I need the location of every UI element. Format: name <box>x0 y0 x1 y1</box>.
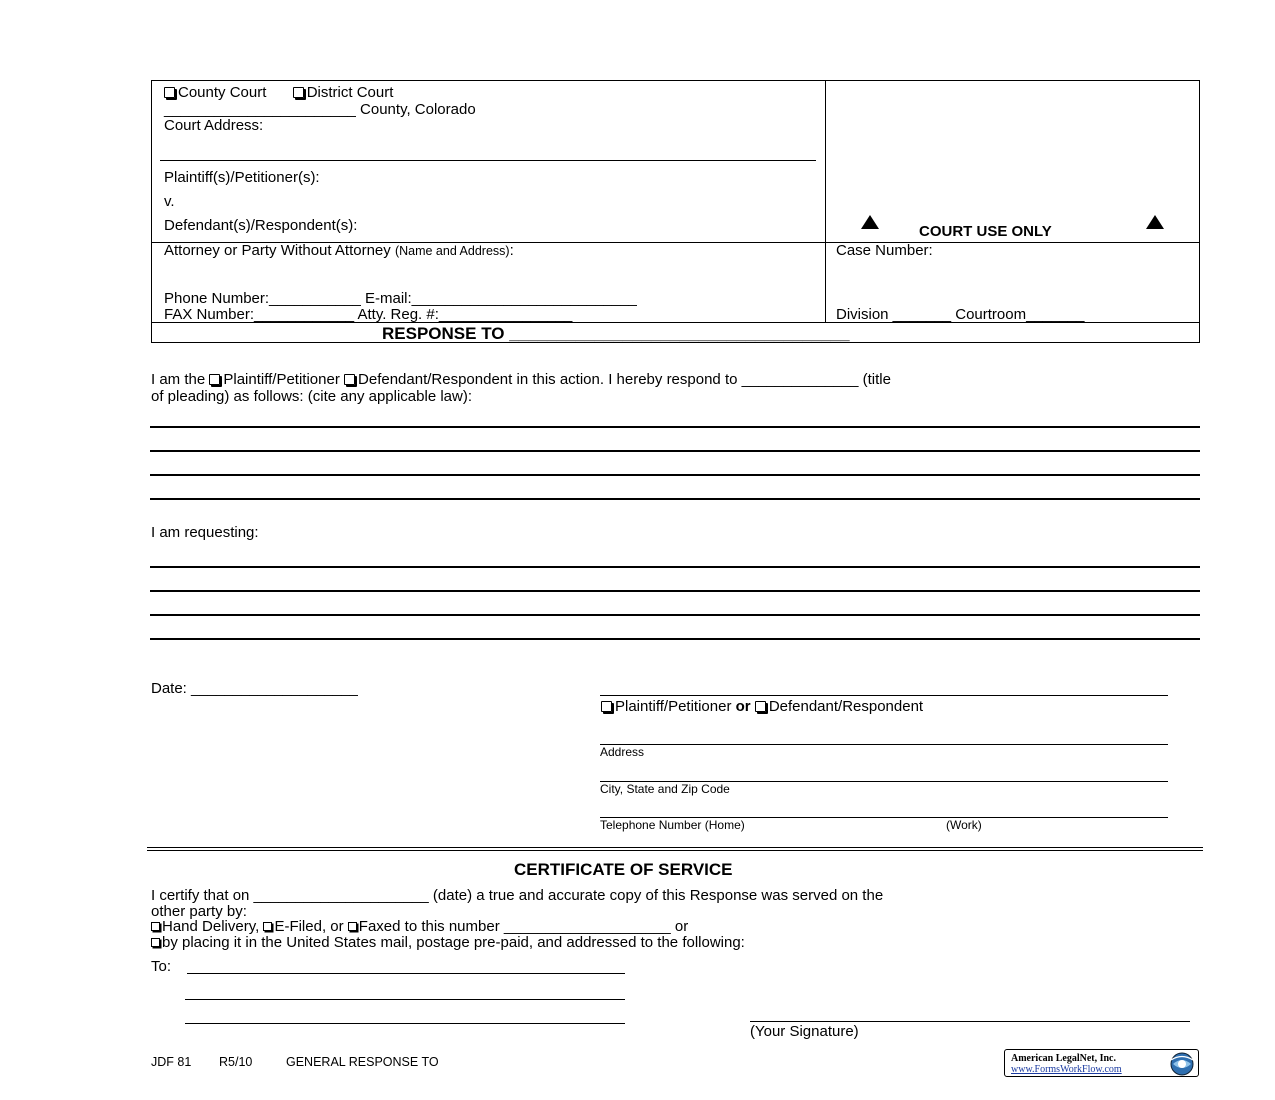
certificate-title: CERTIFICATE OF SERVICE <box>514 860 733 879</box>
intro-line-1 <box>151 371 891 388</box>
certificate-line-2: other party by: <box>151 903 247 920</box>
court-address-line[interactable] <box>160 160 816 161</box>
your-signature-label: (Your Signature) <box>750 1023 859 1040</box>
arrow-up-icon <box>861 215 879 229</box>
district-court-label: District Court <box>306 84 394 101</box>
sig-defendant-checkbox[interactable] <box>755 701 766 712</box>
city-state-zip-label: City, State and Zip Code <box>600 782 730 796</box>
section-divider <box>147 850 1203 851</box>
sig-plaintiff-label: Plaintiff/Petitioner <box>615 698 732 715</box>
form-title: GENERAL RESPONSE TO <box>286 1055 439 1069</box>
plaintiff-petitioner-checkbox[interactable] <box>209 374 220 385</box>
form-revision: R5/10 <box>219 1055 253 1069</box>
publisher-name: American LegalNet, Inc. <box>1011 1053 1116 1064</box>
your-signature-line[interactable] <box>750 1021 1190 1022</box>
fax-attyreg-line[interactable]: FAX Number:____________ Atty. Reg. #:________________ <box>164 306 573 323</box>
form-id: JDF 81 <box>151 1055 192 1069</box>
arrow-up-icon <box>1146 215 1164 229</box>
recipient-line[interactable] <box>185 999 625 1000</box>
faxed-label[interactable]: Faxed to this number ____________________ or <box>358 918 689 935</box>
request-line[interactable] <box>150 614 1200 616</box>
defendant-label: Defendant(s)/Respondent(s): <box>164 217 358 234</box>
certificate-line-1[interactable]: I certify that on _____________________ (date) a true and accurate copy of this Response was served on the <box>151 887 884 904</box>
sig-defendant-label: Defendant/Respondent <box>768 698 924 715</box>
telephone-home-label: Telephone Number (Home) <box>600 818 745 832</box>
intro-text-b[interactable]: in this action. I hereby respond to ______________ (title <box>516 371 891 388</box>
attorney-label-row <box>164 242 514 260</box>
plaintiff-petitioner-label: Plaintiff/Petitioner <box>223 371 340 388</box>
intro-line-2: of pleading) as follows: (cite any applicable law): <box>151 388 472 405</box>
response-line[interactable] <box>150 450 1200 452</box>
court-use-only-label: COURT USE ONLY <box>919 223 1052 240</box>
telephone-work-label: (Work) <box>946 818 982 832</box>
county-court-checkbox[interactable] <box>164 87 175 98</box>
response-line[interactable] <box>150 474 1200 476</box>
recipient-line[interactable] <box>187 973 625 974</box>
court-type-row <box>164 84 393 101</box>
publisher-url[interactable]: www.FormsWorkFlow.com <box>1011 1064 1122 1075</box>
hand-delivery-label: Hand Delivery, <box>162 918 260 935</box>
plaintiff-label: Plaintiff(s)/Petitioner(s): <box>164 169 320 186</box>
defendant-respondent-label: Defendant/Respondent <box>358 371 513 388</box>
mail-row <box>151 934 745 951</box>
attorney-colon: : <box>509 242 514 259</box>
request-line[interactable] <box>150 638 1200 640</box>
court-address-label: Court Address: <box>164 117 264 134</box>
request-line[interactable] <box>150 590 1200 592</box>
address-line[interactable] <box>600 744 1168 745</box>
publisher-logo[interactable] <box>1004 1049 1199 1077</box>
response-line[interactable] <box>150 498 1200 500</box>
county-court-label: County Court <box>178 84 267 101</box>
attorney-hint: (Name and Address) <box>394 244 510 258</box>
efiled-checkbox[interactable] <box>263 922 272 931</box>
response-title[interactable]: RESPONSE TO ____________________________________ <box>382 324 850 343</box>
response-line[interactable] <box>150 426 1200 428</box>
globe-icon <box>1169 1051 1195 1077</box>
defendant-respondent-checkbox[interactable] <box>344 374 355 385</box>
date-line[interactable]: Date: ____________________ <box>151 680 358 697</box>
district-court-checkbox[interactable] <box>293 87 304 98</box>
party-signature-line[interactable] <box>600 695 1168 696</box>
sig-plaintiff-checkbox[interactable] <box>601 701 612 712</box>
attorney-label: Attorney or Party Without Attorney <box>164 242 391 259</box>
versus-label: v. <box>164 193 175 210</box>
faxed-checkbox[interactable] <box>348 922 357 931</box>
caption-divider <box>825 80 826 323</box>
recipient-line[interactable] <box>185 1023 625 1024</box>
address-label: Address <box>600 745 645 759</box>
request-line[interactable] <box>150 566 1200 568</box>
requesting-label: I am requesting: <box>151 524 259 541</box>
intro-text-a: I am the <box>151 371 206 388</box>
mail-label: by placing it in the United States mail, postage pre-paid, and addressed to the following: <box>162 934 745 951</box>
or-label: or <box>735 698 751 715</box>
party-options-row <box>601 698 923 715</box>
to-label: To: <box>151 958 172 975</box>
hand-delivery-checkbox[interactable] <box>151 922 160 931</box>
phone-email-line[interactable]: Phone Number:___________ E-mail:___________________________ <box>164 290 637 307</box>
mail-checkbox[interactable] <box>151 938 160 947</box>
county-line[interactable]: _______________________ County, Colorado <box>164 101 476 118</box>
service-methods-row <box>151 918 688 935</box>
case-number-label: Case Number: <box>836 242 933 259</box>
efiled-label: E-Filed, or <box>274 918 344 935</box>
division-courtroom-line[interactable]: Division _______ Courtroom_______ <box>836 306 1085 323</box>
section-divider <box>147 847 1203 848</box>
